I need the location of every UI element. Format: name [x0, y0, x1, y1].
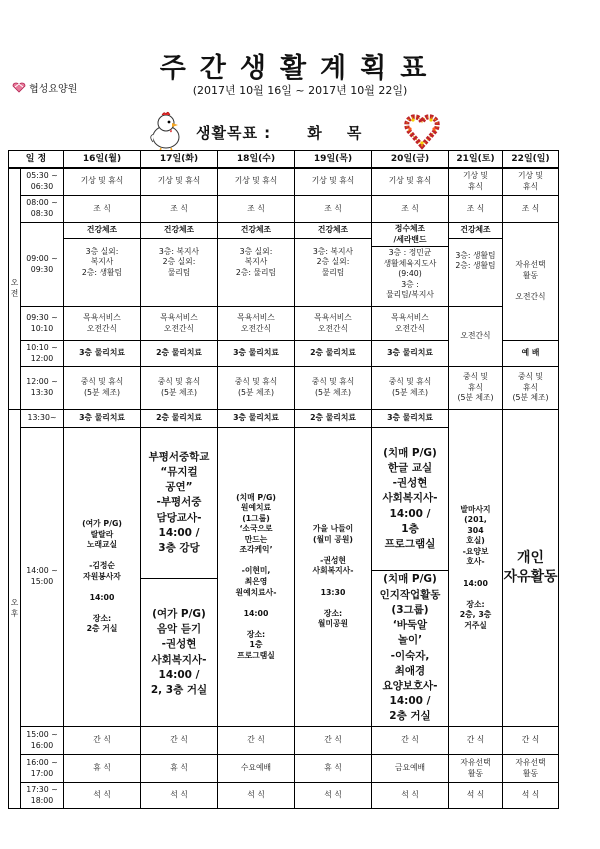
cell-fri-breakfast: 조 식	[372, 196, 449, 223]
row-0930	[9, 307, 559, 341]
cell-sat-free: 자유선택 활동	[449, 755, 503, 783]
row-0800	[9, 196, 559, 223]
date-range: (2017년 10월 16일 ~ 2017년 10월 22일)	[192, 84, 408, 97]
fri-exercise: 정수체조 /세라밴드	[372, 223, 448, 247]
cell-sun-snack-pm: 간 식	[503, 727, 559, 755]
cell-mon-lunch: 중식 및 휴식 (5분 체조)	[64, 367, 141, 410]
row-1600	[9, 755, 559, 783]
cell-sat-dinner: 석 식	[449, 783, 503, 809]
section-morning: 오 전	[9, 168, 21, 410]
cell-tue-dinner: 석 식	[141, 783, 218, 809]
cell-tue-pt-pm: 2층 물리치료	[141, 410, 218, 428]
cell-thu-snack: 간 식	[295, 727, 372, 755]
cell-sat-snack: 오전간식	[449, 307, 503, 367]
cell-wed-pt-pm: 3층 물리치료	[218, 410, 295, 428]
cell-wed-breakfast: 조 식	[218, 196, 295, 223]
weekly-schedule-table	[8, 150, 559, 809]
cell-thu-bath: 목욕서비스 오전간식	[295, 307, 372, 341]
cell-mon-dinner: 석 식	[64, 783, 141, 809]
header-sun: 22일(일)	[503, 151, 559, 168]
time-1330: 13:30~	[21, 410, 64, 428]
cell-mon-rest: 휴 식	[64, 755, 141, 783]
tue-0930-detail: 3층: 복지사 2층 실외: 물리팀	[158, 246, 200, 277]
cell-sat-0900	[449, 223, 503, 307]
cell-tue-bath: 목욕서비스 오전간식	[141, 307, 218, 341]
cell-wed-snack: 간 식	[218, 727, 295, 755]
row-0900	[9, 223, 559, 307]
time-0530: 05:30 ~ 06:30	[21, 168, 64, 196]
cell-sun-free-morning: 자유선택 활동 오전간식	[503, 223, 559, 341]
cell-thu-program: 가을 나들이 (월미 공원) -권성현 사회복지사- 13:30 장소: 월미공원	[295, 428, 372, 727]
cell-tue-lunch: 중식 및 휴식 (5분 체조)	[141, 367, 218, 410]
cell-mon-breakfast: 조 식	[64, 196, 141, 223]
cell-tue-wake: 기상 및 휴식	[141, 168, 218, 196]
cell-sun-program: 개인 자유활동	[503, 410, 559, 727]
cell-wed-wake: 기상 및 휴식	[218, 168, 295, 196]
header-tue: 17일(화)	[141, 151, 218, 168]
cell-sun-wake: 기상 및 휴식	[503, 168, 559, 196]
goal-text	[196, 122, 371, 143]
fri-program-b: (치매 P/G) 인지작업활동 (3그룹) ‘바둑알 놀이’ -이숙자, 최애경 요양보호사- 14:00 / 2층 거실	[379, 573, 441, 723]
cell-mon-pt-pm: 3층 물리치료	[64, 410, 141, 428]
header-schedule: 일 정	[9, 151, 64, 168]
header-fri: 20일(금)	[372, 151, 449, 168]
cell-fri-snack: 간 식	[372, 727, 449, 755]
cell-mon-snack: 간 식	[64, 727, 141, 755]
cell-fri-worship: 금요예배	[372, 755, 449, 783]
goal-value: 화 목	[307, 124, 372, 142]
time-1600: 16:00 ~ 17:00	[21, 755, 64, 783]
tue-program-a: 부평서중학교 “뮤지컬 공연” -부평서중 담당교사- 14:00 / 3층 강당	[141, 428, 217, 579]
cell-wed-pt: 3층 물리치료	[218, 341, 295, 367]
time-1400: 14:00 ~ 15:00	[21, 428, 64, 727]
org-name: 협성요양원	[29, 84, 78, 95]
cell-thu-pt: 2층 물리치료	[295, 341, 372, 367]
cell-fri-pt: 3층 물리치료	[372, 341, 449, 367]
thu-0930-detail: 3층: 복지사 2층 실외: 물리팀	[312, 246, 354, 277]
time-0930: 09:30 ~ 10:10	[21, 307, 64, 341]
thu-exercise: 건강체조	[295, 223, 371, 239]
cell-sat-lunch: 중식 및 휴식 (5분 체조)	[449, 367, 503, 410]
goal-label: 생활목표 :	[196, 124, 272, 142]
cell-thu-0900	[295, 223, 372, 307]
cell-sun-worship: 예 배	[503, 341, 559, 367]
header-thu: 19일(목)	[295, 151, 372, 168]
cell-sun-dinner: 석 식	[503, 783, 559, 809]
header-mon: 16일(월)	[64, 151, 141, 168]
cell-wed-worship: 수요예배	[218, 755, 295, 783]
cell-wed-dinner: 석 식	[218, 783, 295, 809]
cell-wed-lunch: 중식 및 휴식 (5분 체조)	[218, 367, 295, 410]
cell-fri-pt-pm: 3층 물리치료	[372, 410, 449, 428]
fri-0930-detail: 3층 : 정민균 생활체육지도사 (9:40) 3층 : 물리팀/복지사	[383, 248, 437, 300]
sat-exercise: 건강체조	[449, 223, 502, 239]
page-title: 주간생활계획표	[159, 53, 441, 84]
cell-tue-rest: 휴 식	[141, 755, 218, 783]
sat-0930-detail: 3층: 생활팀 2층: 생활팀	[455, 250, 496, 271]
header-sat: 21일(토)	[449, 151, 503, 168]
goal-banner	[0, 108, 600, 154]
cell-mon-wake: 기상 및 휴식	[64, 168, 141, 196]
section-afternoon: 오 후	[9, 410, 21, 809]
cell-fri-0900	[372, 223, 449, 307]
cell-thu-pt-pm: 2층 물리치료	[295, 410, 372, 428]
cell-fri-bath: 목욕서비스 오전간식	[372, 307, 449, 341]
cell-mon-pt: 3층 물리치료	[64, 341, 141, 367]
cell-fri-wake: 기상 및 휴식	[372, 168, 449, 196]
cell-thu-rest: 휴 식	[295, 755, 372, 783]
cell-mon-0900	[64, 223, 141, 307]
cell-thu-breakfast: 조 식	[295, 196, 372, 223]
row-1330	[9, 410, 559, 428]
cell-wed-0900	[218, 223, 295, 307]
cell-sun-lunch: 중식 및 휴식 (5분 체조)	[503, 367, 559, 410]
time-1010: 10:10 ~ 12:00	[21, 341, 64, 367]
time-1730: 17:30 ~ 18:00	[21, 783, 64, 809]
wed-exercise: 건강체조	[218, 223, 294, 239]
time-0900: 09:00 ~ 09:30	[21, 223, 64, 307]
cell-mon-bath: 목욕서비스 오전간식	[64, 307, 141, 341]
cell-wed-bath: 목욕서비스 오전간식	[218, 307, 295, 341]
cell-fri-program	[372, 428, 449, 727]
cell-tue-0900	[141, 223, 218, 307]
cell-tue-program	[141, 428, 218, 727]
time-1500: 15:00 ~ 16:00	[21, 727, 64, 755]
header-row	[9, 151, 559, 168]
time-0800: 08:00 ~ 08:30	[21, 196, 64, 223]
cell-thu-dinner: 석 식	[295, 783, 372, 809]
cell-sun-free: 자유선택 활동	[503, 755, 559, 783]
heart-wreath-icon	[404, 112, 440, 150]
cell-sat-snack-pm: 간 식	[449, 727, 503, 755]
chicken-icon	[144, 110, 188, 152]
cell-wed-program: (치매 P/G) 원예치료 (1그룹) ‘소국으로 만드는 조각케익’ -이현미, 최은영 원예치료사- 14:00 장소: 1층 프로그램실	[218, 428, 295, 727]
cell-tue-snack: 간 식	[141, 727, 218, 755]
cell-thu-lunch: 중식 및 휴식 (5분 체조)	[295, 367, 372, 410]
cell-tue-pt: 2층 물리치료	[141, 341, 218, 367]
wed-0930-detail: 3층 실외: 복지사 2층: 물리팀	[235, 246, 277, 277]
header-wed: 18일(수)	[218, 151, 295, 168]
cell-fri-dinner: 석 식	[372, 783, 449, 809]
cell-sat-wake: 기상 및 휴식	[449, 168, 503, 196]
time-1200: 12:00 ~ 13:30	[21, 367, 64, 410]
row-1730	[9, 783, 559, 809]
cell-thu-wake: 기상 및 휴식	[295, 168, 372, 196]
row-0530	[9, 168, 559, 196]
mon-0930-detail: 3층 실외: 복지사 2층: 생활팀	[81, 246, 123, 277]
cell-sat-program: 발마사지 (201, 304 호실) -요양보 호사- 14:00 장소: 2층, 3층 거주실	[449, 410, 503, 727]
cell-sat-breakfast: 조 식	[449, 196, 503, 223]
row-1200	[9, 367, 559, 410]
cell-tue-breakfast: 조 식	[141, 196, 218, 223]
mon-exercise: 건강체조	[64, 223, 140, 239]
cell-mon-program: (여가 P/G) 랄랄라 노래교실 -김정순 자원봉사자 14:00 장소: 2층 거실	[64, 428, 141, 727]
row-1500	[9, 727, 559, 755]
tue-program-b: (여가 P/G) 음악 듣기 -권성현 사회복지사- 14:00 / 2, 3층 거실	[150, 607, 208, 696]
tue-exercise: 건강체조	[141, 223, 217, 239]
cell-sun-breakfast: 조 식	[503, 196, 559, 223]
fri-program-a: (치매 P/G) 한글 교실 -권성현 사회복지사- 14:00 / 1층 프로그램실	[372, 428, 448, 571]
cell-fri-lunch: 중식 및 휴식 (5분 체조)	[372, 367, 449, 410]
